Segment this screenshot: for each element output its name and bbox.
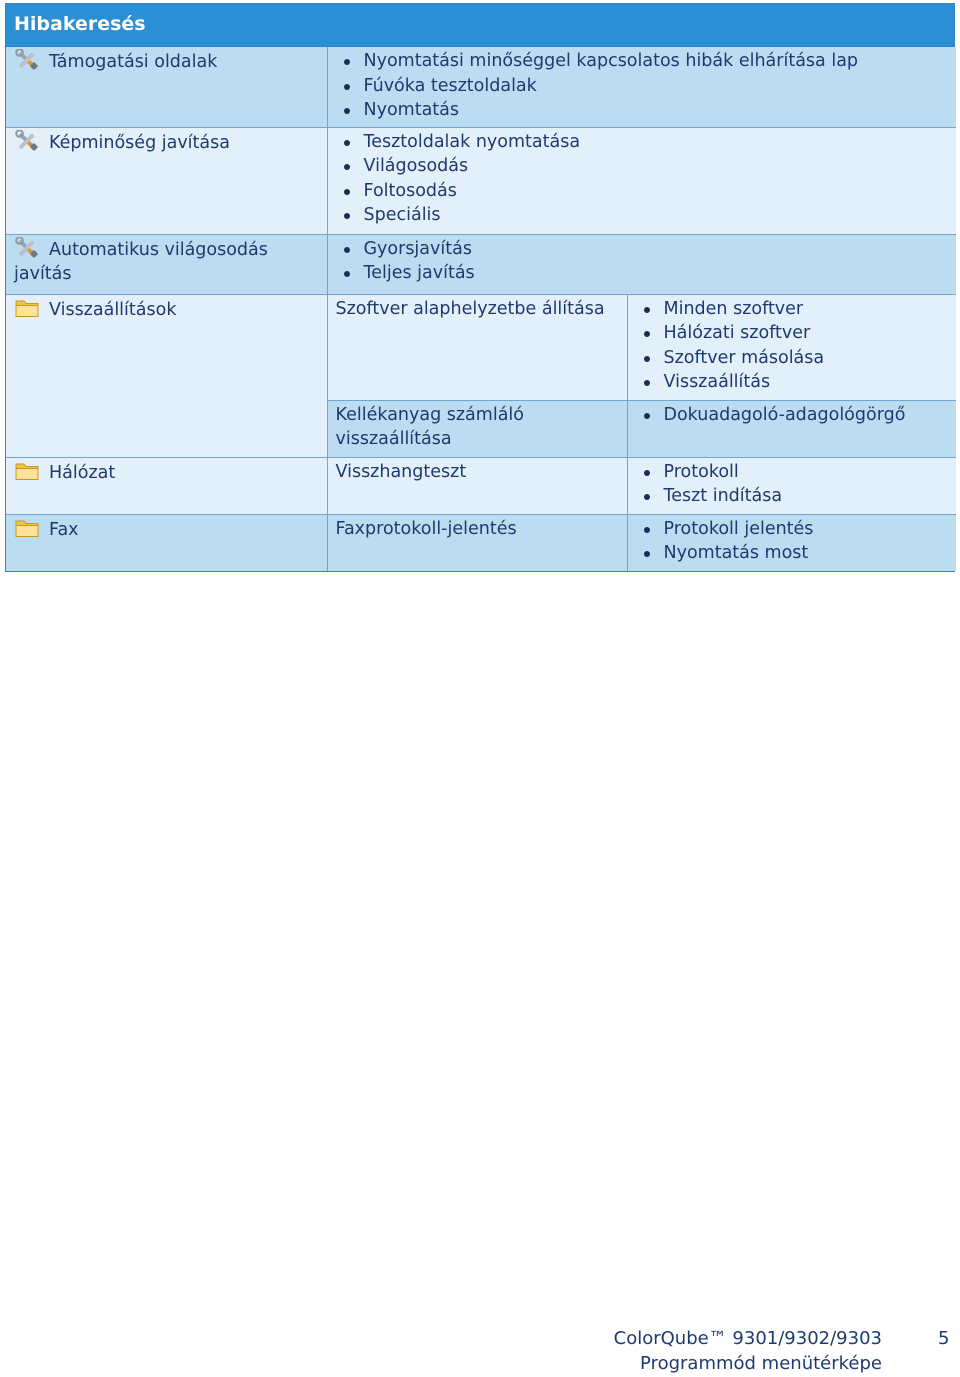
option-cell [627,294,956,400]
list-item: Nyomtatási minőséggel kapcsolatos hibák elhárítása lap [336,49,949,74]
menu-label: Támogatási oldalak [49,52,218,72]
list-item: Szoftver másolása [636,346,949,371]
option-list [636,403,949,428]
list-item: Világosodás [336,154,949,179]
folder-icon [14,517,40,539]
submenu-label: Szoftver alaphelyzetbe állítása [335,298,605,319]
menu-cell-auto-fade [6,234,327,294]
submenu-cell [327,514,627,571]
menu-map-table [6,47,956,571]
list-item: Speciális [336,203,949,228]
submenu-cell [327,457,627,514]
table-row [6,127,956,234]
folder-icon [14,460,40,482]
submenu-cell [327,234,956,294]
list-item: Protokoll [636,460,949,485]
submenu-cell [327,400,627,457]
option-cell [627,514,956,571]
menu-cell-support-pages [6,47,327,127]
list-item: Fúvóka tesztoldalak [336,74,949,99]
submenu-list [336,49,949,123]
menu-label: Hálózat [49,462,116,483]
menu-cell-resets [6,294,327,457]
menu-label: Visszaállítások [49,299,177,320]
list-item: Foltosodás [336,179,949,204]
list-item: Dokuadagoló-adagológörgő [636,403,949,428]
list-item: Teszt indítása [636,484,949,509]
page-number: 5 [938,1328,950,1349]
option-list [636,517,949,566]
list-item: Nyomtatás [336,98,949,123]
submenu-cell [327,47,956,127]
menu-label: Képminőség javítása [49,132,230,153]
menu-label: Fax [49,519,79,540]
table-row [6,234,956,294]
option-list [636,460,949,509]
list-item: Protokoll jelentés [636,517,949,542]
section-header: Hibakeresés [6,4,954,47]
footer-subtitle: Programmód menütérképe [640,1353,882,1374]
submenu-list [336,237,949,286]
submenu-cell [327,294,627,400]
table-row [6,457,956,514]
list-item: Minden szoftver [636,297,949,322]
page-footer [614,1326,882,1376]
wrench-screwdriver-icon [14,237,40,259]
menu-label: Automatikus világosodás javítás [14,239,268,284]
list-item: Nyomtatás most [636,541,949,566]
table-row [6,47,956,127]
menu-cell-network [6,457,327,514]
option-cell [627,457,956,514]
submenu-label: Kellékanyag számláló visszaállítása [335,404,524,449]
submenu-list [336,130,949,228]
menu-map-table-frame [5,3,955,572]
list-item: Teljes javítás [336,261,949,286]
list-item: Visszaállítás [636,370,949,395]
menu-cell-fax [6,514,327,571]
footer-product: ColorQube™ 9301/9302/9303 [613,1328,882,1349]
option-list [636,297,949,395]
table-row [6,294,956,400]
submenu-cell [327,127,956,234]
list-item: Tesztoldalak nyomtatása [336,130,949,155]
option-cell [627,400,956,457]
table-row [6,514,956,571]
list-item: Hálózati szoftver [636,321,949,346]
menu-cell-image-quality [6,127,327,234]
wrench-screwdriver-icon [14,130,40,152]
wrench-screwdriver-icon [14,49,40,71]
submenu-label: Faxprotokoll-jelentés [335,518,517,539]
list-item: Gyorsjavítás [336,237,949,262]
folder-icon [14,297,40,319]
submenu-label: Visszhangteszt [335,461,467,482]
